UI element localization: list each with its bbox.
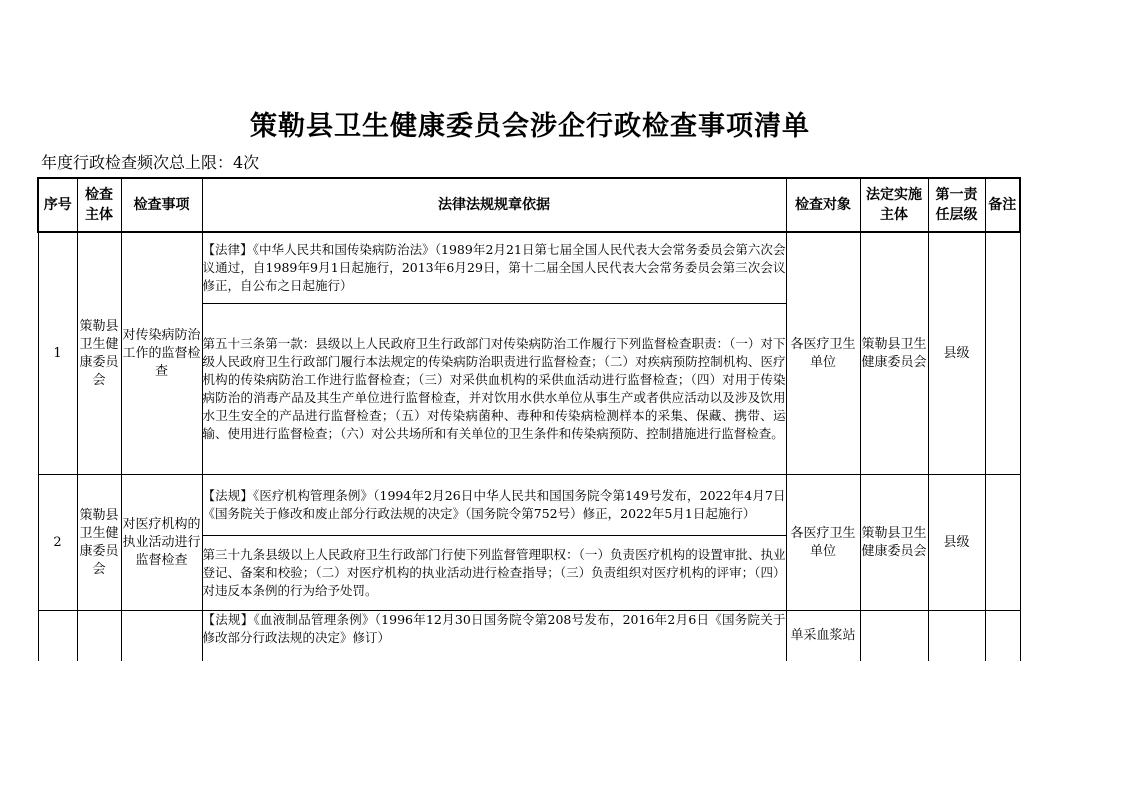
row-legal-subject [860,611,928,662]
header-remark: 备注 [985,178,1020,232]
header-level: 第一责任层级 [928,178,985,232]
table-row [38,611,1020,662]
row-basis-law: 【法规】《医疗机构管理条例》（1994年2月26日中华人民共和国国务院令第149号发布，2022年4月7日《国务院关于修改和废止部分行政法规的决定》（国务院令第752号）修正，2022年5月1日起施行） [202,475,786,536]
page-title: 策勒县卫生健康委员会涉企行政检查事项清单 [250,111,810,142]
row-level: 县级 [928,475,985,611]
header-item: 检查事项 [121,178,202,232]
row-item [121,611,202,662]
header-basis: 法律法规规章依据 [202,178,786,232]
row-legal-subject: 策勒县卫生健康委员会 [860,475,928,611]
row-subject: 策勒县卫生健康委员会 [77,232,121,475]
row-target: 单采血浆站 [786,611,860,662]
row-seq: 1 [38,232,77,475]
row-item: 对传染病防治工作的监督检查 [121,232,202,475]
table-row [38,232,1020,304]
inspection-frequency-limit: 年度行政检查频次总上限：4次 [41,153,260,172]
row-basis-article: 第五十三条第一款：县级以上人民政府卫生行政部门对传染病防治工作履行下列监督检查职责：（一）对下级人民政府卫生行政部门履行本法规定的传染病防治职责进行监督检查；（二）对疾病预防控制机构、医疗机构的传染病防治工作进行监督检查；（三）对采供血机构的采供血活动进行监督检查；（四）对用于传染病防治的消毒产品及其生产单位进行监督检查，并对饮用水供水单位从事生产或者供应活动以及涉及饮用水卫生安全的产品进行监督检查；（五）对传染病菌种、毒种和传染病检测样本的采集、保藏、携带、运输、使用进行监督检查；（六）对公共场所和有关单位的卫生条件和传染病预防、控制措施进行监督检查。 [202,304,786,475]
table-header-row [38,178,1020,232]
row-remark [985,475,1020,611]
table-row [38,475,1020,536]
row-basis-law: 【法规】《血液制品管理条例》（1996年12月30日国务院令第208号发布，2016年2月6日《国务院关于修改部分行政法规的决定》修订） [202,611,786,662]
row-seq: 2 [38,475,77,611]
header-target: 检查对象 [786,178,860,232]
row-subject: 策勒县卫生健康委员会 [77,475,121,611]
row-legal-subject: 策勒县卫生健康委员会 [860,232,928,475]
header-seq: 序号 [38,178,77,232]
row-level [928,611,985,662]
header-subject: 检查主体 [77,178,121,232]
row-remark [985,232,1020,475]
row-level: 县级 [928,232,985,475]
row-seq [38,611,77,662]
row-subject [77,611,121,662]
row-item: 对医疗机构的执业活动进行监督检查 [121,475,202,611]
row-basis-law: 【法律】《中华人民共和国传染病防治法》（1989年2月21日第七届全国人民代表大会常务委员会第六次会议通过，自1989年9月1日起施行，2013年6月29日，第十二届全国人民代表大会常务委员会第三次会议修正，自公布之日起施行） [202,232,786,304]
row-target: 各医疗卫生单位 [786,475,860,611]
row-target: 各医疗卫生单位 [786,232,860,475]
row-remark [985,611,1020,662]
row-basis-article: 第三十九条县级以上人民政府卫生行政部门行使下列监督管理职权：（一）负责医疗机构的设置审批、执业登记、备案和校验；（二）对医疗机构的执业活动进行检查指导；（三）负责组织对医疗机构的评审；（四）对违反本条例的行为给予处罚。 [202,536,786,611]
inspection-items-table [37,177,1021,661]
header-legal-subject: 法定实施主体 [860,178,928,232]
